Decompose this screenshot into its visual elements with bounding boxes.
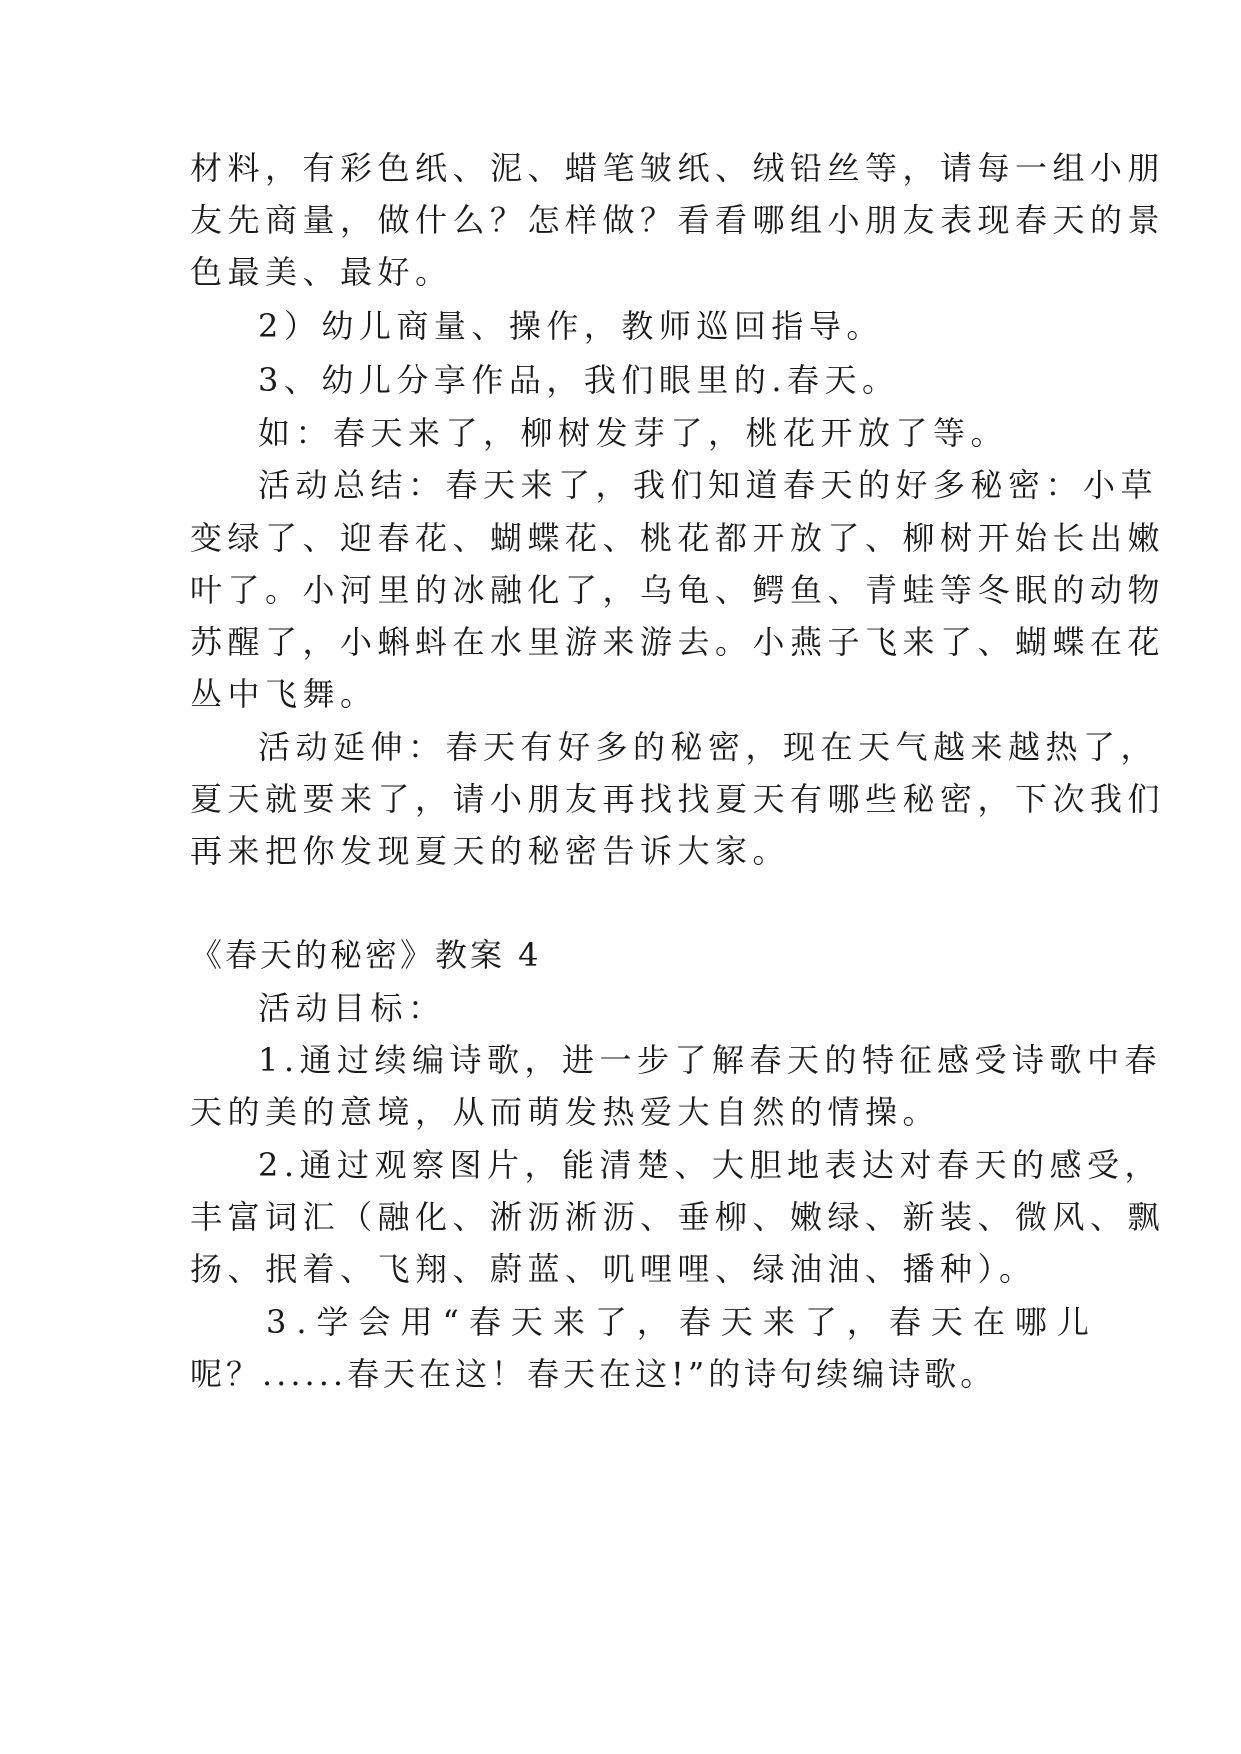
objective-item: 3.学会用“春天来了，春天来了，春天在哪儿 [266, 1303, 1099, 1341]
extension-text-line: 夏天就要来了，请小朋友再找找夏天有哪些秘密，下次我们 [190, 780, 1166, 818]
objective-item: 1.通过续编诗歌，进一步了解春天的特征感受诗歌中春 [258, 1041, 1163, 1079]
objective-item: 2.通过观察图片，能清楚、大胆地表达对春天的感受， [258, 1146, 1163, 1184]
extension-text-line: 活动延伸：春天有好多的秘密，现在天气越来越热了， [258, 728, 1159, 766]
body-text-line: 友先商量，做什么？怎样做？看看哪组小朋友表现春天的景 [190, 201, 1166, 239]
objective-item: 天的美的意境，从而萌发热爱大自然的情操。 [190, 1093, 941, 1131]
summary-text-line: 变绿了、迎春花、蝴蝶花、桃花都开放了、柳树开始长出嫩 [190, 519, 1166, 557]
section-heading: 活动目标： [258, 989, 446, 1027]
step-item: 2）幼儿商量、操作，教师巡回指导。 [258, 307, 884, 345]
summary-text-line: 丛中飞舞。 [190, 675, 378, 713]
step-item: 3、幼儿分享作品，我们眼里的.春天。 [258, 361, 900, 399]
objective-item: 呢？......春天在这！春天在这!”的诗句续编诗歌。 [190, 1355, 997, 1393]
objective-item: 扬、抿着、飞翔、蔚蓝、叽哩哩、绿油油、播种）。 [190, 1250, 1037, 1288]
extension-text-line: 再来把你发现夏天的秘密告诉大家。 [190, 832, 791, 870]
section-title: 《春天的秘密》教案 4 [190, 936, 542, 974]
objective-item: 丰富词汇（融化、淅沥淅沥、垂柳、嫩绿、新装、微风、飘 [190, 1198, 1166, 1236]
summary-text-line: 叶了。小河里的冰融化了，乌龟、鳄鱼、青蛙等冬眠的动物 [190, 571, 1166, 609]
summary-text-line: 活动总结：春天来了，我们知道春天的好多秘密：小草 [258, 466, 1159, 504]
body-text-line: 色最美、最好。 [190, 253, 453, 291]
example-text: 如：春天来了，柳树发芽了，桃花开放了等。 [258, 414, 1009, 452]
summary-text-line: 苏醒了，小蝌蚪在水里游来游去。小燕子飞来了、蝴蝶在花 [190, 623, 1166, 661]
body-text-line: 材料，有彩色纸、泥、蜡笔皱纸、绒铅丝等，请每一组小朋 [190, 149, 1166, 187]
